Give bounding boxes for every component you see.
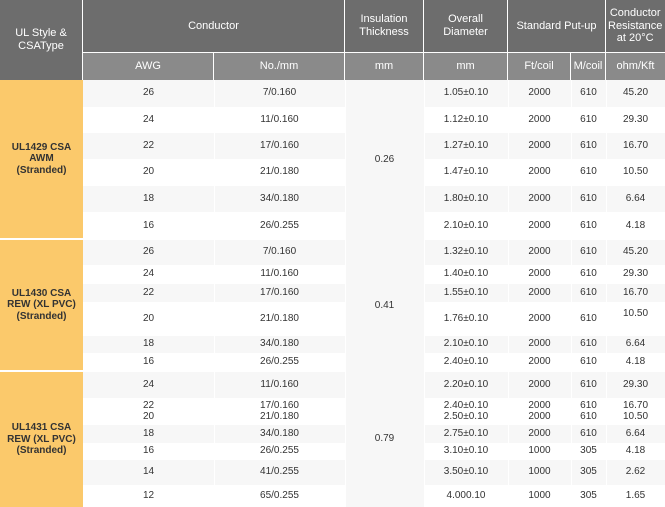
- table-cell-diameter: 4.000.10: [424, 485, 508, 507]
- table-cell-ft: 2000: [508, 186, 571, 212]
- table-cell-ft: 1000: [508, 460, 571, 485]
- header-diameter: Overall Diameter: [424, 0, 508, 53]
- table-cell-diameter: 2.40±0.10: [424, 353, 508, 372]
- table-cell-ft: 2000: [508, 302, 571, 336]
- table-cell-m: 305: [571, 443, 606, 460]
- table-cell-m: 610: [571, 284, 606, 302]
- table-cell-m: 610: [571, 107, 606, 133]
- table-cell-strand: 65/0.255: [214, 485, 345, 507]
- table-cell-awg: 16: [83, 443, 214, 460]
- table-cell-awg: 22: [83, 133, 214, 159]
- table-cell-ohm: 16.70 10.50: [606, 398, 665, 425]
- grid-line: [214, 80, 215, 507]
- group-insulation-ul1431: 0.79: [345, 372, 424, 507]
- table-cell-ft: 1000: [508, 443, 571, 460]
- table-cell-ft: 2000: [508, 372, 571, 398]
- table-cell-awg: 18: [83, 425, 214, 443]
- table-cell-diameter: 1.80±0.10: [424, 186, 508, 212]
- table-cell-ohm: 45.20: [606, 240, 665, 265]
- table-cell-m: 610 610: [571, 398, 606, 425]
- table-cell-diameter: 2.10±0.10: [424, 212, 508, 240]
- table-cell-ohm: 4.18: [606, 353, 665, 372]
- grid-line: [606, 80, 607, 507]
- table-cell-awg: 22: [83, 284, 214, 302]
- table-cell-ohm: 4.18: [606, 212, 665, 240]
- table-cell-ft: 1000: [508, 485, 571, 507]
- table-cell-strand: 34/0.180: [214, 186, 345, 212]
- table-cell-diameter: 1.12±0.10: [424, 107, 508, 133]
- table-cell-ohm: 6.64: [606, 336, 665, 353]
- table-cell-m: 610: [571, 265, 606, 284]
- table-cell-awg: 14: [83, 460, 214, 485]
- table-cell-m: 610: [571, 353, 606, 372]
- group-insulation-ul1429: 0.26: [345, 80, 424, 240]
- grid-line: [508, 80, 509, 507]
- header-resistance: Conductor Resistance at 20°C: [606, 0, 665, 53]
- table-cell-ft: 2000: [508, 107, 571, 133]
- unit-ins-mm: mm: [345, 53, 424, 80]
- table-cell-m: 305: [571, 460, 606, 485]
- table-cell-ft: 2000: [508, 80, 571, 107]
- table-cell-diameter: 1.76±0.10: [424, 302, 508, 336]
- table-cell-strand: 21/0.180: [214, 302, 345, 336]
- table-cell-ohm: 2.62: [606, 460, 665, 485]
- grid-line: [424, 80, 425, 507]
- unit-awg: AWG: [83, 53, 214, 80]
- table-cell-m: 610: [571, 159, 606, 186]
- table-cell-strand: 41/0.255: [214, 460, 345, 485]
- unit-no-mm: No./mm: [214, 53, 345, 80]
- table-cell-strand: 21/0.180: [214, 159, 345, 186]
- table-cell-diameter: 3.10±0.10: [424, 443, 508, 460]
- table-cell-awg: 24: [83, 372, 214, 398]
- table-cell-ft: 2000: [508, 284, 571, 302]
- header-insulation: Insulation Thickness: [345, 0, 424, 53]
- table-cell-m: 610: [571, 336, 606, 353]
- table-cell-ohm: 29.30: [606, 372, 665, 398]
- table-cell-strand: 26/0.255: [214, 353, 345, 372]
- header-conductor: Conductor: [83, 0, 345, 53]
- table-cell-ft: 2000: [508, 212, 571, 240]
- table-cell-awg: 24: [83, 265, 214, 284]
- table-cell-diameter: 3.50±0.10: [424, 460, 508, 485]
- table-cell-awg: 24: [83, 107, 214, 133]
- table-cell-strand: 7/0.160: [214, 240, 345, 265]
- unit-ft-coil: Ft/coil: [508, 53, 571, 80]
- table-cell-strand: 17/0.160: [214, 284, 345, 302]
- table-cell-diameter: 2.20±0.10: [424, 372, 508, 398]
- table-cell-ft: 2000: [508, 159, 571, 186]
- header-style: UL Style & CSAType: [0, 0, 83, 80]
- table-cell-ft: 2000 2000: [508, 398, 571, 425]
- table-cell-awg: 20: [83, 302, 214, 336]
- table-cell-m: 305: [571, 485, 606, 507]
- table-cell-strand: 34/0.180: [214, 425, 345, 443]
- group-style-ul1431: UL1431 CSA REW (XL PVC) (Stranded): [0, 372, 83, 507]
- table-cell-m: 610: [571, 186, 606, 212]
- table-cell-strand: 34/0.180: [214, 336, 345, 353]
- table-cell-awg: 20: [83, 159, 214, 186]
- table-cell-strand: 17/0.160: [214, 133, 345, 159]
- group-insulation-ul1430: 0.41: [345, 240, 424, 372]
- table-cell-diameter: 1.32±0.10: [424, 240, 508, 265]
- table-cell-ft: 2000: [508, 353, 571, 372]
- table-cell-strand: 17/0.160 21/0.180: [214, 398, 345, 425]
- unit-ohm: ohm/Kft: [606, 53, 665, 80]
- table-cell-ohm: 16.70: [606, 133, 665, 159]
- table-cell-awg: 16: [83, 353, 214, 372]
- table-cell-awg: 18: [83, 186, 214, 212]
- unit-m-coil: M/coil: [571, 53, 606, 80]
- header-putup: Standard Put-up: [508, 0, 606, 53]
- table-cell-strand: 7/0.160: [214, 80, 345, 107]
- table-cell-ohm: 29.30: [606, 265, 665, 284]
- table-cell-diameter: 1.55±0.10: [424, 284, 508, 302]
- table-cell-ohm: 16.70: [606, 284, 665, 302]
- table-cell-filler: [606, 326, 665, 336]
- group-style-ul1429: UL1429 CSA AWM (Stranded): [0, 80, 83, 240]
- table-cell-diameter: 2.75±0.10: [424, 425, 508, 443]
- table-cell-m: 610: [571, 302, 606, 336]
- table-cell-awg: 18: [83, 336, 214, 353]
- table-cell-ft: 2000: [508, 240, 571, 265]
- unit-dia-mm: mm: [424, 53, 508, 80]
- table-cell-ohm: 10.50: [606, 159, 665, 186]
- table-cell-ohm: 6.64: [606, 425, 665, 443]
- table-cell-m: 610: [571, 425, 606, 443]
- table-cell-ohm: 1.65: [606, 485, 665, 507]
- group-style-ul1430: UL1430 CSA REW (XL PVC) (Stranded): [0, 240, 83, 372]
- table-cell-diameter: 1.47±0.10: [424, 159, 508, 186]
- table-cell-strand: 11/0.160: [214, 372, 345, 398]
- table-cell-ft: 2000: [508, 265, 571, 284]
- table-cell-ft: 2000: [508, 336, 571, 353]
- table-cell-m: 610: [571, 212, 606, 240]
- table-cell-ohm: 10.50: [606, 302, 665, 326]
- table-cell-ohm: 4.18: [606, 443, 665, 460]
- table-cell-ohm: 45.20: [606, 80, 665, 107]
- table-cell-m: 610: [571, 133, 606, 159]
- table-cell-ft: 2000: [508, 133, 571, 159]
- table-cell-m: 610: [571, 240, 606, 265]
- table-cell-diameter: 1.27±0.10: [424, 133, 508, 159]
- table-cell-strand: 26/0.255: [214, 212, 345, 240]
- table-cell-strand: 11/0.160: [214, 265, 345, 284]
- table-cell-ohm: 29.30: [606, 107, 665, 133]
- table-cell-diameter: 1.05±0.10: [424, 80, 508, 107]
- table-cell-m: 610: [571, 372, 606, 398]
- grid-line: [571, 80, 572, 507]
- table-cell-awg: 16: [83, 212, 214, 240]
- table-cell-awg: 22 20: [83, 398, 214, 425]
- table-cell-awg: 26: [83, 240, 214, 265]
- table-cell-awg: 26: [83, 80, 214, 107]
- table-cell-ohm: 6.64: [606, 186, 665, 212]
- table-cell-diameter: 1.40±0.10: [424, 265, 508, 284]
- table-cell-diameter: 2.40±0.10 2.50±0.10: [424, 398, 508, 425]
- table-cell-m: 610: [571, 80, 606, 107]
- grid-line: [345, 80, 346, 507]
- table-cell-ft: 2000: [508, 425, 571, 443]
- table-cell-strand: 26/0.255: [214, 443, 345, 460]
- table-cell-strand: 11/0.160: [214, 107, 345, 133]
- table-cell-diameter: 2.10±0.10: [424, 336, 508, 353]
- table-cell-awg: 12: [83, 485, 214, 507]
